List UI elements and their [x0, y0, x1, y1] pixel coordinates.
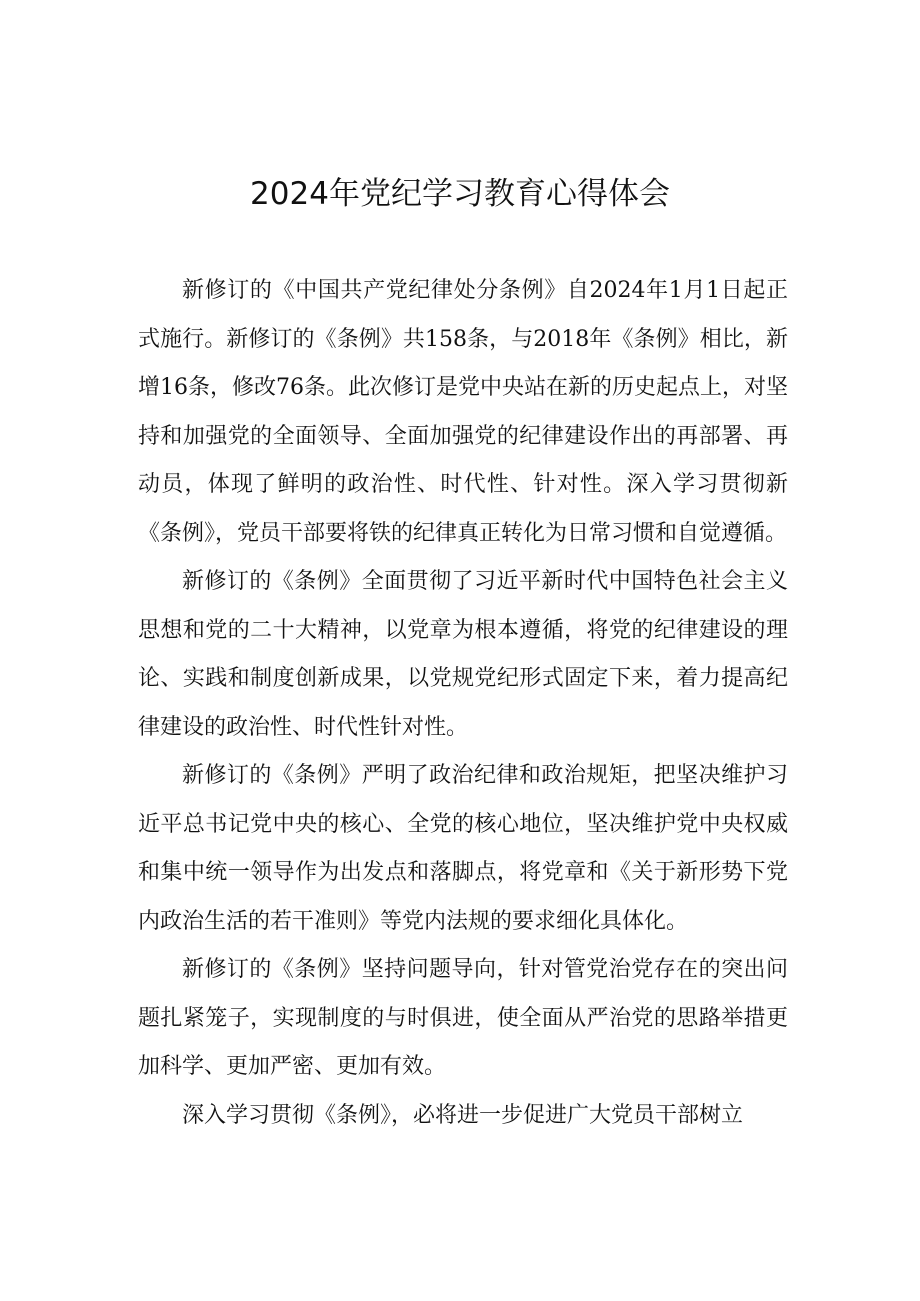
paragraph-1: 新修订的《中国共产党纪律处分条例》自2024年1月1日起正式施行。新修订的《条例》共158条，与2018年《条例》相比，新增16条，修改76条。此次修订是党中央站在新的历史起点上，对坚持和加强党的全面领导、全面加强党的纪律建设作出的再部署、再动员，体现了鲜明的政治性、时代性、针对性。深入学习贯彻新《条例》，党员干部要将铁的纪律真正转化为日常习惯和自觉遵循。 [138, 278, 788, 546]
paragraph-3: 新修订的《条例》严明了政治纪律和政治规矩，把坚决维护习近平总书记党中央的核心、全党的核心地位，坚决维护党中央权威和集中统一领导作为出发点和落脚点，将党章和《关于新形势下党内政治生活的若干准则》等党内法规的要求细化具体化。 [138, 763, 788, 934]
paragraph-2: 新修订的《条例》全面贯彻了习近平新时代中国特色社会主义思想和党的二十大精神，以党章为根本遵循，将党的纪律建设的理论、实践和制度创新成果，以党规党纪形式固定下来，着力提高纪律建设的政治性、时代性针对性。 [138, 569, 788, 740]
paragraph-5: 深入学习贯彻《条例》，必将进一步促进广大党员干部树立 [182, 1102, 744, 1128]
paragraph-4: 新修订的《条例》坚持问题导向，针对管党治党存在的突出问题扎紧笼子，实现制度的与时俱进，使全面从严治党的思路举措更加科学、更加严密、更加有效。 [138, 957, 788, 1079]
document-title: 2024年党纪学习教育心得体会 [250, 176, 670, 212]
document-body [138, 267, 788, 1140]
